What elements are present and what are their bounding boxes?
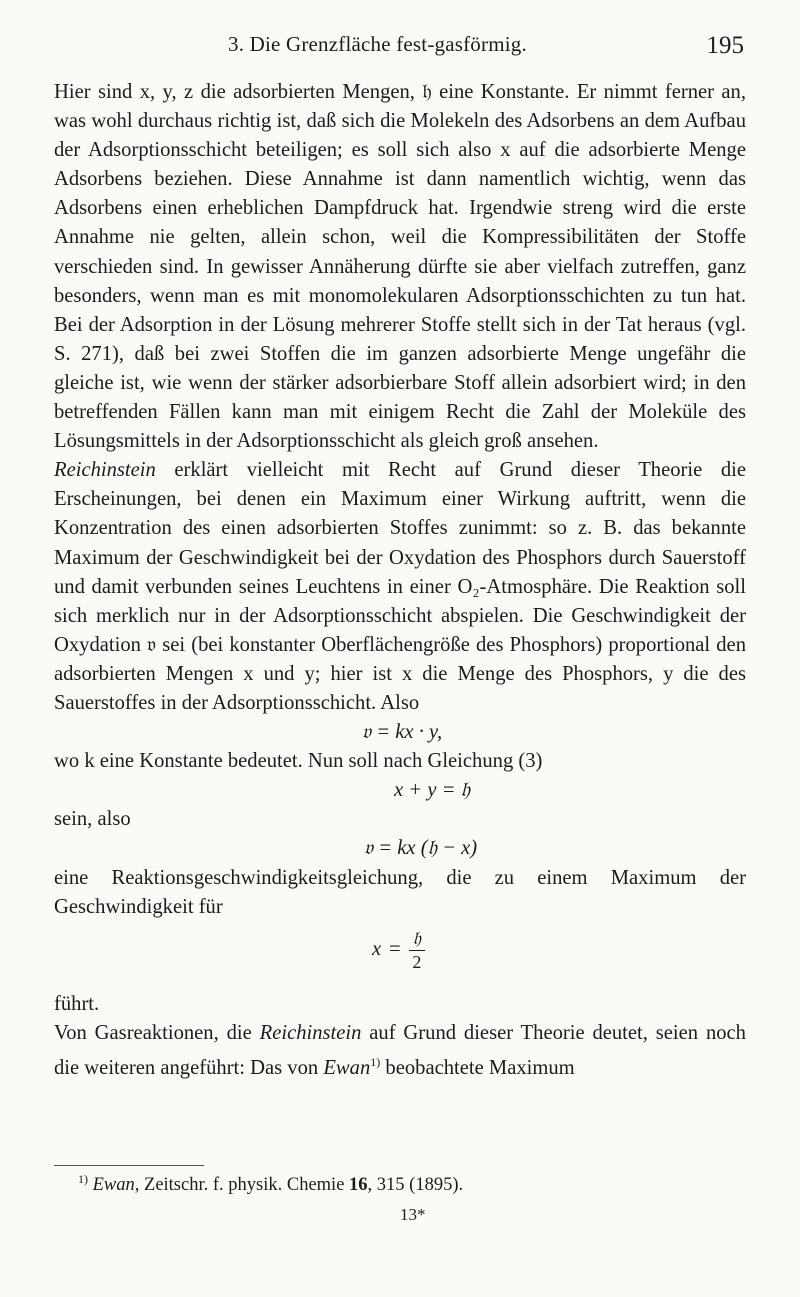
equation-3-line [54,805,746,834]
paragraph-4: eine Reaktionsgeschwindigkeitsgleichung, die zu einem Maximum der Geschwindigkeit für [54,866,746,918]
body-text [54,78,746,1083]
footnote-rest: , 315 (1895). [367,1175,464,1196]
equation-3: 𝔳 = kx (𝔥 − x) [364,837,478,860]
fraction-stack [409,926,425,973]
fraction-numerator: 𝔥 [409,926,425,951]
author-name-2: Reichinstein [259,1021,362,1044]
paragraph-3: wo k eine Konstante bedeutet. Nun soll nach Gleichung (3) [54,750,543,773]
paragraph-5-text-b: auf Grund dieser Theorie deutet, seien noch die weiteren angeführt: Das von [54,1021,746,1079]
footnote-volume: 16 [349,1175,368,1196]
paragraph-5 [54,1019,746,1083]
footnote-author: Ewan [92,1175,135,1196]
page-number: 195 [706,32,744,59]
paragraph-5-text-a: Von Gasreaktionen, die [54,1021,260,1044]
equation-1-line [54,718,746,747]
fraction-equation [54,922,746,990]
paragraph-2-text: erklärt vielleicht mit Recht auf Grund dieser Theorie die Erscheinungen, bei denen ein Maximum einer Wirkung auftritt, wenn die Konzentration des einen adsorbierten Stoffes zunimmt: so z. B. das bekannte Maximum der Geschwindigkeit bei der Oxydation des Phosphors durch Sauerstoff und damit verbunden seines Leuchtens in einer O₂-Atmosphäre. Die Reaktion soll sich merklich nur in der Adsorptionsschicht abspielen. Die Geschwindigkeit der Oxydation 𝔳 sei (bei konstanter Oberflächengröße des Phosphors) proportional den adsorbierten Mengen x und y; hier ist x die Menge des Phosphors, y die des Sauerstoffes in der Adsorptionsschicht. Also [54,459,746,714]
equation-3b-line [54,834,746,863]
paragraph-2 [54,456,746,718]
footnote-ref: 1) [370,1054,381,1069]
sein-also-text: sein, also [54,808,131,831]
fraction-denominator: 2 [412,951,422,972]
footnote-divider [54,1165,204,1166]
page-header [0,24,800,64]
signature-mark: 13* [400,1205,426,1224]
fraction [372,926,425,973]
equation-2: x + y = 𝔥 [394,779,471,802]
fuehrt-text: führt. [54,992,100,1015]
author-name: Reichinstein [54,459,156,482]
equation-2-line [54,776,746,805]
paragraph-1: Hier sind x, y, z die adsorbierten Mengen, 𝔥 eine Konstante. Er nimmt ferner an, was wohl durchaus richtig ist, daß sich die Molekeln des Adsorbens an dem Aufbau der Adsorptionsschicht beteiligen; es soll sich also x auf die adsorbierte Menge Adsorbens beziehen. Diese Annahme ist dann namentlich wichtig, wenn das Adsorbens einen erheblichen Dampfdruck hat. Irgendwie streng wird die erste Annahme nie gelten, allein schon, weil die Kompressibilitäten der Stoffe verschieden sind. In gewisser Annäherung dürfte sie aber vielfach zutreffen, ganz besonders, wenn man es mit monomolekularen Adsorptionsschichten zu tun hat. Bei der Adsorption in der Lösung mehrerer Stoffe stellt sich in der Tat heraus (vgl. S. 271), daß bei zwei Stoffen die im ganzen adsorbierte Menge ungefähr die gleiche ist, wie wenn der stärker adsorbierbare Stoff allein adsorbiert wird; in den betreffenden Fällen kann man mit einigem Recht die Zahl der Moleküle des Lösungsmittels in der Adsorptionsschicht als gleich groß ansehen. [54,81,746,453]
fraction-lhs: x [372,937,382,960]
author-ewan: Ewan [323,1056,371,1079]
footnote-marker: 1) [78,1172,88,1186]
fraction-equals: = [389,937,401,960]
paragraph-5-text-c: beobachtete Maximum [380,1056,575,1079]
footnote-text: , Zeitschr. f. physik. Chemie [134,1175,350,1196]
running-head: 3. Die Grenzfläche fest-gasförmig. [228,32,527,56]
equation-1: 𝔳 = kx · y, [362,721,443,744]
footnote [78,1172,463,1196]
